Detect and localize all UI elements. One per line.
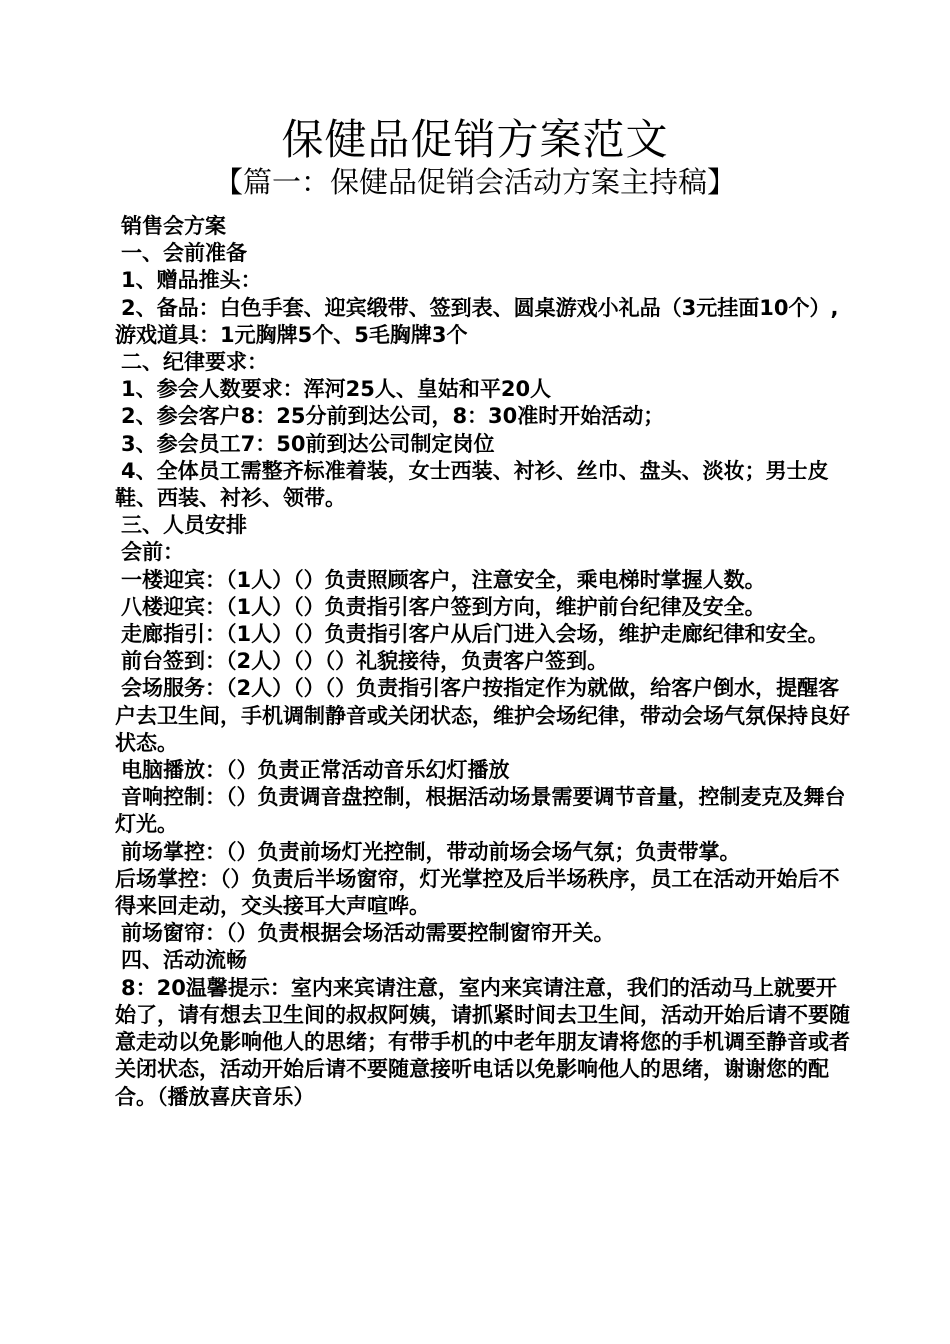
paragraph: 4、全体员工需整齐标准着装，女士西装、衬衫、丝巾、盘头、淡妆；男士皮鞋、西装、衬衫、领带。 <box>115 458 829 511</box>
paragraph: 8：20温馨提示：室内来宾请注意，室内来宾请注意，我们的活动马上就要开始了，请有想去卫生间的叔叔阿姨，请抓紧时间去卫生间，活动开始后请不要随意走动以免影响他人的思绪；有带手机的中老年朋友请将您的手机调至静音或者关闭状态，活动开始后请不要随意接听电话以免影响他人的思绪，谢谢您的配合。（播放喜庆音乐） <box>115 975 850 1109</box>
paragraph: 会前： <box>121 540 184 565</box>
paragraph: 前场掌控：（）负责前场灯光控制，带动前场会场气氛；负责带掌。 <box>121 839 741 864</box>
paragraph: 八楼迎宾：（1人）（）负责指引客户签到方向，维护前台纪律及安全。 <box>121 594 766 619</box>
document-subtitle: 【篇一：保健品促销会活动方案主持稿】 <box>213 165 736 199</box>
section-heading-event-flow: 四、活动流畅 <box>121 948 247 973</box>
section-heading-preparation: 一、会前准备 <box>121 241 247 266</box>
paragraph: 前台签到：（2人）（）（）礼貌接待，负责客户签到。 <box>121 649 609 674</box>
paragraph: 2、备品：白色手套、迎宾缎带、签到表、圆桌游戏小礼品（3元挂面10个）,游戏道具：1元胸牌5个、5毛胸牌3个 <box>115 295 839 347</box>
paragraph: 音响控制：（）负责调音盘控制，根据活动场景需要调节音量，控制麦克及舞台灯光。 <box>115 785 846 837</box>
paragraph: 前场窗帘：（）负责根据会场活动需要控制窗帘开关。 <box>121 921 615 946</box>
paragraph: 一楼迎宾：（1人）（）负责照顾客户，注意安全，乘电梯时掌握人数。 <box>121 567 766 592</box>
paragraph: 2、参会客户8：25分前到达公司，8：30准时开始活动； <box>121 404 665 429</box>
section-heading-discipline: 二、纪律要求： <box>121 350 268 375</box>
document-body <box>115 213 850 1111</box>
paragraph: 1、参会人数要求：浑河25人、皇姑和平20人 <box>121 377 552 402</box>
paragraph: 1、赠品推头： <box>121 268 262 293</box>
paragraph: 走廊指引：（1人）（）负责指引客户从后门进入会场，维护走廊纪律和安全。 <box>121 622 829 647</box>
document-title: 保健品促销方案范文 <box>281 115 669 164</box>
paragraph: 电脑播放：（）负责正常活动音乐幻灯播放 <box>121 758 510 783</box>
paragraph: 后场掌控：（）负责后半场窗帘，灯光掌控及后半场秩序，员工在活动开始后不得来回走动，交头接耳大声喧哗。 <box>115 866 840 919</box>
paragraph-heading-sales-plan: 销售会方案 <box>121 214 226 238</box>
section-heading-staffing: 三、人员安排 <box>121 513 247 538</box>
paragraph: 3、参会员工7：50前到达公司制定岗位 <box>121 431 495 456</box>
paragraph: 会场服务：（2人）（）（）负责指引客户按指定作为就做，给客户倒水，提醒客户去卫生间，手机调制静音或关闭状态，维护会场纪律，带动会场气氛保持良好状态。 <box>115 676 850 755</box>
